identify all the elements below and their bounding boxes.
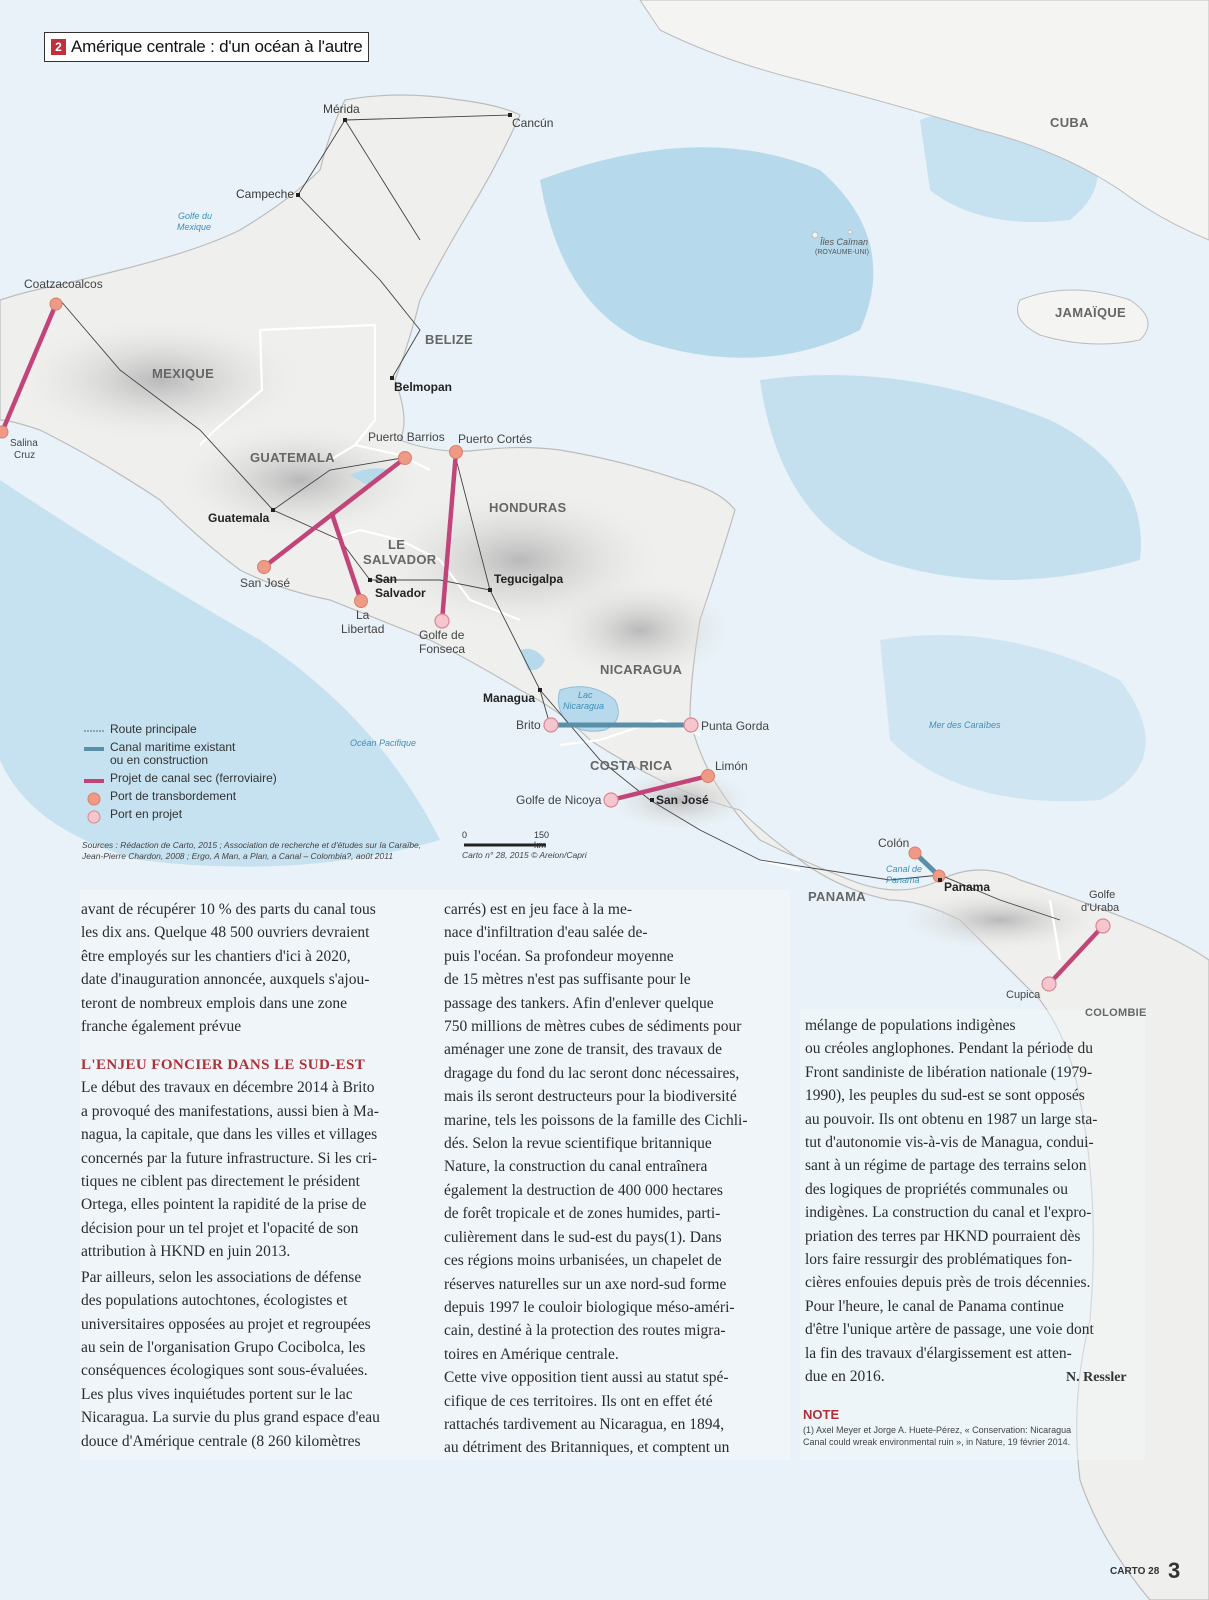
country-salvador: SALVADOR	[363, 552, 437, 567]
port-san-jose-gt: San José	[240, 576, 291, 590]
text-line: être employés sur les chantiers d'ici à 2020,	[81, 947, 351, 965]
text-line: avant de récupérer 10 % des parts du canal tous	[81, 901, 376, 918]
country-honduras: HONDURAS	[489, 500, 567, 515]
port-golfe-nicoya: Golfe de Nicoya	[516, 793, 602, 807]
water-lac-1: Lac	[578, 690, 593, 700]
cayman-islands	[848, 230, 852, 234]
text-line: depuis 1997 le couloir biologique méso-améri-	[444, 1298, 735, 1316]
text-line: les dix ans. Quelque 48 500 ouvriers devraient	[81, 924, 370, 942]
water-iles-caiman: Îles Caïman	[820, 237, 869, 247]
text-line: a provoqué des manifestations, aussi bien à Ma-	[81, 1102, 379, 1120]
country-colombie: COLOMBIE	[1085, 1007, 1147, 1019]
country-nicaragua: NICARAGUA	[600, 662, 683, 677]
text-line: Par ailleurs, selon les associations de défense	[81, 1268, 362, 1286]
country-cuba: CUBA	[1050, 115, 1089, 130]
text-line: 1990), les peuples du sud-est se sont opposés	[805, 1087, 1085, 1105]
text-line: la fin des travaux d'élargissement est atten-	[805, 1344, 1072, 1362]
legend	[84, 722, 277, 825]
city-campeche: Campeche	[236, 187, 295, 201]
sources	[82, 840, 432, 862]
text-line: due en 2016.	[805, 1368, 885, 1386]
text-line: concernés par la future infrastructure. Si les cri-	[81, 1149, 378, 1167]
cayman-islands	[812, 232, 818, 238]
text-line: franche également prévue	[81, 1018, 242, 1036]
city-tegucigalpa: Tegucigalpa	[494, 572, 564, 586]
scale-zero: 0	[462, 830, 468, 840]
text-line: décision pour un tel projet et l'opacité de son	[81, 1219, 359, 1237]
text-line: ces régions moins urbanisées, un chapelet de	[444, 1252, 722, 1270]
port-la-libertad-2: Libertad	[341, 622, 385, 636]
text-line: Les plus vives inquiétudes portent sur le lac	[81, 1385, 353, 1403]
paragraph	[444, 898, 782, 1366]
text-line: de forêt tropicale et de zones humides, parti-	[444, 1205, 721, 1223]
port-la-libertad-1: La	[356, 608, 370, 622]
text-line: toires en Amérique centrale.	[444, 1345, 619, 1363]
water-mer-caraibes: Mer des Caraïbes	[929, 720, 1001, 730]
scale	[462, 830, 550, 850]
text-line: ou créoles anglophones. Pendant la période du	[805, 1040, 1093, 1058]
legend-canal-2: ou en construction	[110, 753, 209, 767]
text-line: cain, destiné à la protection des routes migra-	[444, 1322, 726, 1340]
city-san-salvador-1: San	[375, 572, 398, 586]
text-line: cières enfouies depuis près de trois décennies.	[805, 1274, 1091, 1292]
text-line: Nicaragua. La survie du plus grand espace d'eau	[81, 1409, 380, 1427]
country-le: LE	[388, 537, 406, 552]
text-line: au pouvoir. Ils ont obtenu en 1987 un large sta-	[805, 1110, 1098, 1128]
text-line: douce d'Amérique centrale (8 260 kilomètres	[81, 1432, 361, 1450]
note-text	[803, 1424, 1133, 1448]
paragraph	[81, 1076, 422, 1263]
city-san-jose-cr: San José	[656, 793, 709, 807]
signature: N. Ressler	[1066, 1370, 1127, 1385]
water-golfe-mexique-2: Mexique	[177, 222, 212, 232]
text-line: nagua, la capitale, que dans les villes et villages	[81, 1126, 378, 1144]
subheading: L'ENJEU FONCIER DANS LE SUD-EST	[81, 1057, 366, 1074]
text-line: des populations autochtones, écologistes et	[81, 1292, 348, 1310]
city-panama: Panama	[944, 880, 991, 894]
text-line: attribution à HKND en juin 2013.	[81, 1243, 291, 1261]
text-line: priation des terres par HKND pourraient dès	[805, 1227, 1081, 1245]
text-line: réserves naturelles sur un axe nord-sud forme	[444, 1275, 727, 1293]
text-line: Ortega, elles pointent la rapidité de la prise de	[81, 1196, 367, 1214]
paragraph	[805, 1014, 1143, 1389]
text-line: date d'inauguration annoncée, auxquels s'ajou-	[81, 971, 370, 989]
text-line: universitaires opposées au projet et regroupées	[81, 1315, 371, 1333]
article-column-1	[81, 898, 422, 1453]
country-jamaique: JAMAÏQUE	[1055, 305, 1127, 320]
text-line: Front sandiniste de libération nationale (1979-	[805, 1063, 1093, 1081]
port-puerto-cortes: Puerto Cortés	[458, 432, 533, 446]
water-lac-2: Nicaragua	[563, 701, 605, 711]
text-line: Nature, la construction du canal entraînera	[444, 1158, 708, 1176]
text-line: cifique de ces territoires. Ils ont en effet été	[444, 1392, 713, 1410]
port-salina-1: Salina	[10, 438, 38, 449]
water-ocean-pacifique: Océan Pacifique	[350, 738, 417, 748]
text-line: rattachés tardivement au Nicaragua, en 1894,	[444, 1415, 725, 1433]
text-line: Pour l'heure, le canal de Panama continue	[805, 1297, 1064, 1315]
port-coatzacoalcos: Coatzacoalcos	[24, 277, 103, 291]
port-colon: Colón	[878, 836, 910, 850]
country-panama: PANAMA	[808, 889, 866, 904]
text-line: carrés) est en jeu face à la me-	[444, 901, 633, 918]
title-text: Amérique centrale : d'un océan à l'autre	[71, 37, 363, 56]
text-line: culièrement dans le sud-est du pays(1). Dans	[444, 1228, 722, 1246]
relief	[900, 890, 1100, 950]
map-title	[44, 32, 369, 62]
text-line: 750 millions de mètres cubes de sédiments pour	[444, 1018, 742, 1036]
port-limon: Limón	[715, 759, 748, 773]
port-golfe-fonseca-2: Fonseca	[419, 642, 466, 656]
text-line: aménager une zone de transit, des travaux de	[444, 1041, 723, 1059]
text-line: Le début des travaux en décembre 2014 à Brito	[81, 1079, 375, 1097]
paragraph	[444, 1366, 782, 1460]
text-line: mais ils seront destructeurs pour la biodiversité	[444, 1088, 737, 1106]
text-line: d'être l'unique artère de passage, une voie dont	[805, 1321, 1094, 1339]
city-san-salvador-2: Salvador	[375, 586, 426, 600]
sources-line-2: Jean-Pierre Chardon, 2008 ; Ergo, A Man, a Plan, a Canal – Colombia?, août 2011	[82, 851, 394, 861]
paragraph	[81, 1266, 422, 1453]
text-line: sant à un régime de partage des terrains selon	[805, 1157, 1087, 1175]
note-line-2: Canal could wreak environmental ruin », in Nature, 19 février 2014.	[803, 1437, 1071, 1447]
sources-line-1: Sources : Rédaction de Carto, 2015 ; Association de recherche et d'études sur la Caraïbe,	[82, 840, 422, 850]
text-line: nace d'infiltration d'eau salée de-	[444, 924, 648, 942]
note-heading: NOTE	[803, 1407, 840, 1422]
port-salina-2: Cruz	[14, 450, 36, 461]
city-belmopan: Belmopan	[394, 380, 453, 394]
country-belize: BELIZE	[425, 332, 474, 347]
port-golfe-uraba-2: d'Uraba	[1081, 902, 1120, 914]
legend-projet: Projet de canal sec (ferroviaire)	[110, 771, 277, 785]
text-line: indigènes. La construction du canal et l'expro-	[805, 1204, 1092, 1222]
paragraph	[81, 898, 422, 1038]
text-line: teront de nombreux emplois dans une zone	[81, 994, 348, 1012]
port-puerto-barrios: Puerto Barrios	[368, 430, 445, 444]
text-line: marine, tels les poissons de la famille des Cichli-	[444, 1111, 748, 1129]
legend-port-trans: Port de transbordement	[110, 789, 237, 803]
country-guatemala: GUATEMALA	[250, 450, 335, 465]
text-line: dragage du fond du lac seront donc nécessaires,	[444, 1064, 740, 1082]
text-line: des logiques de propriétés communales ou	[805, 1180, 1069, 1198]
article-column-3	[805, 1014, 1143, 1389]
text-line: de 15 mètres n'est pas suffisante pour le	[444, 971, 691, 989]
water-golfe-mexique-1: Golfe du	[178, 211, 213, 221]
legend-route: Route principale	[110, 722, 197, 736]
text-line: au sein de l'organisation Grupo Cocibolca, les	[81, 1338, 366, 1356]
text-line: puis l'océan. Sa profondeur moyenne	[444, 947, 674, 965]
legend-canal-1: Canal maritime existant	[110, 740, 236, 754]
city-merida: Mérida	[323, 102, 360, 116]
port-punta-gorda: Punta Gorda	[701, 719, 770, 733]
text-line: passage des tankers. Afin d'enlever quelque	[444, 994, 714, 1012]
text-line: au détriment des Britanniques, et comptent un	[444, 1439, 730, 1457]
text-line: conséquences écologiques sont sous-évaluées.	[81, 1362, 368, 1380]
article-column-2	[444, 898, 782, 1460]
credit: Carto n° 28, 2015 © Areion/Capri	[462, 850, 587, 860]
legend-port-projet: Port en projet	[110, 807, 183, 821]
city-guatemala: Guatemala	[208, 511, 270, 525]
city-managua: Managua	[483, 691, 536, 705]
magazine-name: CARTO 28	[1110, 1566, 1160, 1577]
water-canal-panama-2: Panama	[886, 875, 920, 885]
port-golfe-fonseca-1: Golfe de	[419, 628, 465, 642]
note-line-1: (1) Axel Meyer et Jorge A. Huete-Pérez, « Conservation: Nicaragua	[803, 1425, 1072, 1435]
port-brito: Brito	[516, 718, 541, 732]
text-line: dés. Selon la revue scientifique britannique	[444, 1135, 712, 1153]
text-line: également la destruction de 400 000 hectares	[444, 1181, 723, 1199]
water-royaume-uni: (ROYAUME-UNI)	[815, 249, 869, 256]
country-costa-rica: COSTA RICA	[590, 758, 673, 773]
scale-km: 150 km	[534, 830, 550, 850]
figure-number: 2	[51, 39, 66, 55]
country-mexique: MEXIQUE	[152, 366, 215, 381]
text-line: tut d'autonomie vis-à-vis de Managua, condui-	[805, 1134, 1094, 1152]
text-line: mélange de populations indigènes	[805, 1017, 1016, 1034]
water-canal-panama-1: Canal de	[886, 864, 923, 874]
text-line: Cette vive opposition tient aussi au statut spé-	[444, 1369, 729, 1387]
city-cancun: Cancún	[512, 116, 554, 130]
text-line: tiques ne ciblent pas directement le président	[81, 1173, 360, 1191]
text-line: lors faire ressurgir des problématiques fon-	[805, 1251, 1073, 1269]
page-number: 3	[1168, 1558, 1181, 1583]
port-cupica: Cupica	[1006, 989, 1041, 1001]
port-golfe-uraba-1: Golfe	[1089, 889, 1116, 901]
